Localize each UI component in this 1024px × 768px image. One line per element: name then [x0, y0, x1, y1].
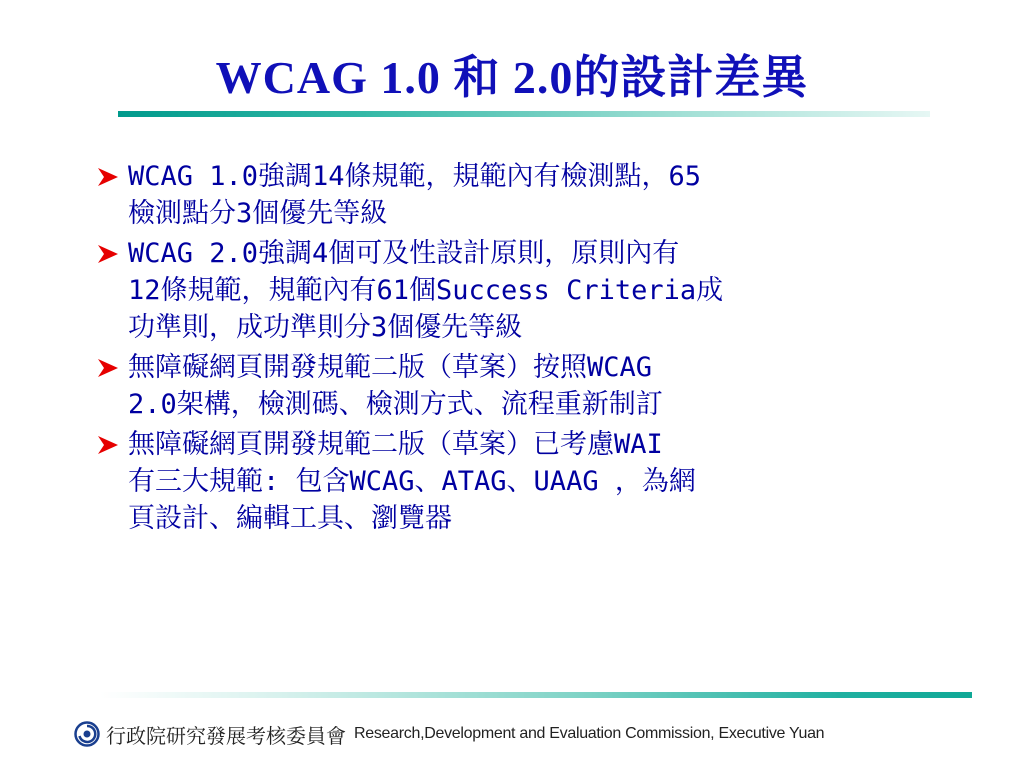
- bullet-text-line: 無障礙網頁開發規範二版（草案）已考慮WAI: [128, 429, 663, 460]
- footer: [74, 718, 824, 750]
- bullet-text-line: 2.0架構，檢測碼、檢測方式、流程重新制訂: [128, 389, 663, 420]
- bullet-text-line: 頁設計、編輯工具、瀏覽器: [128, 503, 452, 534]
- footer-rule: [100, 692, 972, 698]
- slide-title: WCAG 1.0 和 2.0的設計差異: [215, 52, 809, 103]
- bullet-item: [96, 235, 936, 346]
- title-underline: [118, 111, 930, 117]
- footer-org-name-cn: 行政院研究發展考核委員會: [106, 723, 346, 748]
- bullet-item: [96, 158, 936, 232]
- bullet-text-line: 功準則，成功準則分3個優先等級: [128, 312, 523, 343]
- arrow-bullet-icon: [96, 433, 120, 457]
- org-logo-icon: [74, 721, 100, 747]
- footer-org-name-en: Research,Development and Evaluation Commission, Executive Yuan: [354, 725, 825, 742]
- bullet-text-line: 有三大規範: 包含WCAG、ATAG、UAAG ，為網: [128, 466, 696, 497]
- arrow-bullet-icon: [96, 242, 120, 266]
- bullet-item: [96, 349, 936, 423]
- arrow-bullet-icon: [96, 165, 120, 189]
- bullet-text-line: WCAG 2.0強調4個可及性設計原則，原則內有: [128, 238, 680, 269]
- arrow-bullet-icon: [96, 356, 120, 380]
- bullet-text-line: 無障礙網頁開發規範二版（草案）按照WCAG: [128, 352, 653, 383]
- bullet-text-line: WCAG 1.0強調14條規範，規範內有檢測點，65: [128, 161, 702, 192]
- bullet-list: [96, 158, 936, 540]
- bullet-text-line: 12條規範，規範內有61個Success Criteria成: [128, 275, 724, 306]
- bullet-item: [96, 426, 936, 537]
- bullet-text-line: 檢測點分3個優先等級: [128, 198, 388, 229]
